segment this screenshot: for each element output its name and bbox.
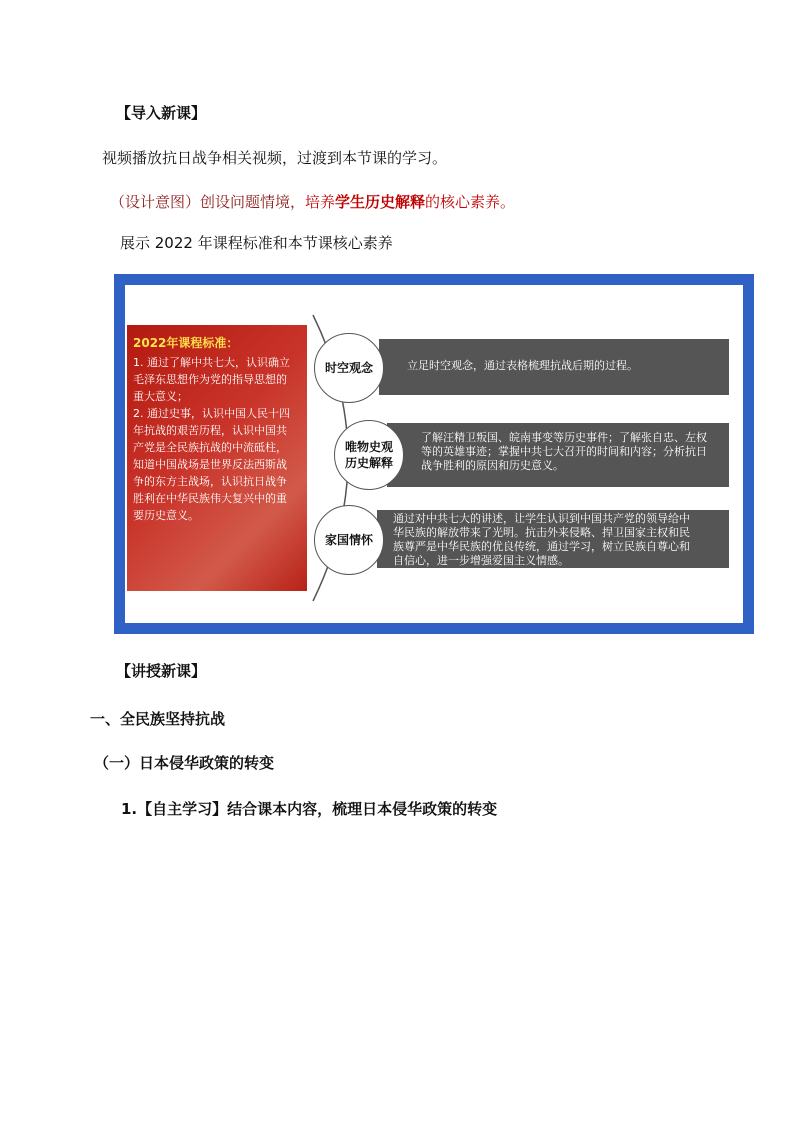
- subsection-title: （一）日本侵华政策的转变: [94, 754, 275, 772]
- section-title: 一、全民族坚持抗战: [90, 710, 226, 728]
- study-item: 1.【自主学习】结合课本内容，梳理日本侵华政策的转变: [121, 800, 498, 818]
- standards-line: 1. 通过了解中共七大，认识确立: [133, 356, 290, 369]
- show-line: 展示 2022 年课程标准和本节课核心素养: [120, 234, 393, 252]
- standards-line: 要历史意义。: [133, 509, 199, 522]
- standards-line: 产党是全民族抗战的中流砥柱，: [133, 441, 287, 454]
- standards-lines: [133, 354, 299, 524]
- literacy-circle: [314, 333, 384, 403]
- design-intent: [110, 191, 515, 212]
- literacy-desc-line: 华民族的解放带来了光明。抗击外来侵略、捍卫国家主权和民: [393, 526, 690, 539]
- design-tail: 的核心素养。: [425, 193, 516, 211]
- literacy-name: 唯物史观: [344, 440, 393, 454]
- literacy-circle: [334, 420, 404, 490]
- standards-line: 重大意义；: [133, 390, 188, 403]
- literacy-desc-bar: [379, 339, 729, 395]
- literacy-name: 历史解释: [344, 456, 393, 470]
- standards-line: 胜利在中华民族伟大复兴中的重: [133, 492, 287, 505]
- standards-panel: [127, 325, 307, 591]
- design-prefix: （设计意图）创设问题情境，: [110, 193, 306, 211]
- literacy-desc-line: 族尊严是中华民族的优良传统，通过学习，树立民族自尊心和: [393, 540, 690, 553]
- intro-heading: 【导入新课】: [116, 104, 207, 122]
- standards-line: 争的东方主战场，认识抗日战争: [133, 475, 287, 488]
- standards-line: 2. 通过史事，认识中国人民十四: [133, 407, 290, 420]
- literacy-desc-line: 等的英雄事迹；掌握中共七大召开的时间和内容；分析抗日: [421, 445, 707, 458]
- literacy-desc-line: 了解汪精卫叛国、皖南事变等历史事件；了解张自忠、左权: [421, 431, 707, 444]
- literacy-desc-bar: [377, 510, 729, 568]
- literacy-desc-line: 战争胜利的原因和历史意义。: [421, 459, 564, 472]
- design-core: 学生历史解释: [335, 193, 426, 211]
- intro-line: 视频播放抗日战争相关视频，过渡到本节课的学习。: [102, 149, 448, 167]
- literacy-desc-line: 立足时空观念，通过表格梳理抗战后期的过程。: [407, 359, 638, 372]
- literacy-name: 家国情怀: [324, 533, 373, 547]
- standards-line: 毛泽东思想作为党的指导思想的: [133, 373, 287, 386]
- slide-figure: [114, 274, 754, 634]
- literacy-desc-line: 通过对中共七大的讲述，让学生认识到中国共产党的领导给中: [393, 512, 690, 525]
- standards-line: 年抗战的艰苦历程，认识中国共: [133, 424, 287, 437]
- standards-line: 知道中国战场是世界反法西斯战: [133, 458, 287, 471]
- slide-canvas: [125, 285, 743, 623]
- literacy-name: 时空观念: [324, 361, 373, 375]
- literacy-desc-line: 自信心，进一步增强爱国主义情感。: [393, 554, 569, 567]
- standards-title: 2022年课程标准：: [133, 336, 239, 350]
- lesson-heading: 【讲授新课】: [116, 662, 207, 680]
- literacy-circle: [314, 505, 384, 575]
- design-mid: 培养: [305, 193, 336, 211]
- literacy-desc-bar: [387, 423, 729, 487]
